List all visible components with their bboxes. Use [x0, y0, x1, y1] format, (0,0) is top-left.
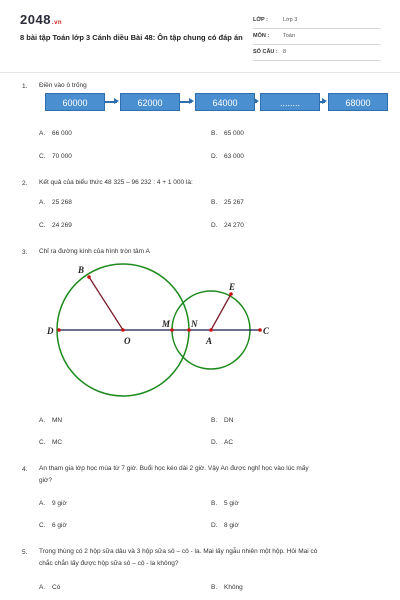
meta-question-count	[253, 46, 381, 61]
option-text: 24 269	[52, 222, 72, 229]
label-a: A	[206, 336, 213, 346]
option-letter: B.	[211, 417, 218, 424]
question-1-number: 1.	[22, 83, 28, 90]
question-4-text-line-1: An tham gia lớp học múa từ 7 giờ. Buổi học kéo dài 2 giờ. Vậy An được nghỉ học vào lúc mấy	[39, 465, 309, 472]
option-text: 5 giờ	[224, 500, 239, 507]
point-c	[258, 328, 262, 332]
option-text: AC	[224, 439, 234, 446]
option-text: MN	[52, 417, 63, 424]
radius-ob	[89, 277, 123, 330]
question-2-number: 2.	[22, 180, 28, 187]
sequence-arrow	[255, 101, 257, 103]
option-text: 25 267	[224, 199, 244, 206]
label-b: B	[78, 265, 85, 275]
sequence-box-5: 68000	[328, 93, 388, 111]
label-m: M	[162, 319, 171, 329]
question-2-option-c[interactable]	[39, 222, 72, 229]
question-5-option-b[interactable]	[211, 584, 243, 591]
meta-grade	[253, 14, 381, 29]
sequence-box-1: 60000	[45, 93, 105, 111]
option-letter: B.	[211, 130, 218, 137]
question-3-option-b[interactable]	[211, 417, 233, 424]
option-text: 25 268	[52, 199, 72, 206]
sequence-box-2: 62000	[120, 93, 180, 111]
option-text: Không	[224, 584, 243, 591]
radius-ae	[211, 294, 231, 330]
meta-value: 8	[283, 49, 287, 55]
point-e	[229, 292, 233, 296]
option-letter: B.	[211, 584, 218, 591]
option-text: 65 000	[224, 130, 244, 137]
option-letter: C.	[39, 522, 46, 529]
sequence-box-3: 64000	[195, 93, 255, 111]
option-letter: D.	[211, 439, 218, 446]
question-4-option-a[interactable]	[39, 500, 67, 507]
option-letter: A.	[39, 584, 46, 591]
point-d	[57, 328, 61, 332]
option-text: 24 270	[224, 222, 244, 229]
label-d: D	[47, 326, 54, 336]
question-5-option-a[interactable]	[39, 584, 60, 591]
option-letter: C.	[39, 439, 46, 446]
question-4-option-d[interactable]	[211, 522, 239, 529]
option-letter: D.	[211, 153, 218, 160]
option-letter: B.	[211, 199, 218, 206]
page-header	[0, 0, 400, 68]
question-2-text: Kết quả của biểu thức 48 325 – 96 232 : 4 + 1 000 là:	[39, 179, 193, 186]
question-1-option-c[interactable]	[39, 153, 72, 160]
sequence-box-blank: ........	[260, 93, 320, 111]
meta-subject	[253, 30, 381, 45]
logo-tld: .vn	[51, 20, 63, 26]
option-text: DN	[224, 417, 234, 424]
logo-text: 2048	[20, 12, 51, 27]
question-2-option-b[interactable]	[211, 199, 244, 206]
question-2-option-a[interactable]	[39, 199, 72, 206]
question-4-number: 4.	[22, 466, 28, 473]
meta-label: SỐ CÂU :	[253, 49, 278, 55]
question-3-number: 3.	[22, 249, 28, 256]
question-2-option-d[interactable]	[211, 222, 244, 229]
circles-figure	[40, 262, 280, 402]
meta-label: LỚP :	[253, 17, 268, 23]
option-letter: A.	[39, 199, 46, 206]
option-text: 70 000	[52, 153, 72, 160]
question-3-option-a[interactable]	[39, 417, 62, 424]
option-letter: D.	[211, 522, 218, 529]
header-divider	[0, 72, 400, 73]
question-4-text-line-2: giờ?	[39, 477, 52, 484]
point-b	[87, 275, 91, 279]
label-n: N	[191, 319, 198, 329]
question-1-option-b[interactable]	[211, 130, 244, 137]
label-c: C	[263, 326, 270, 336]
question-5-text-line-2: chắc chắn lấy được hộp sữa sô – cô - la không?	[39, 560, 179, 567]
site-logo[interactable]	[20, 12, 62, 27]
question-3-option-d[interactable]	[211, 439, 233, 446]
question-5-text-line-1: Trong thùng có 2 hộp sữa dâu và 3 hộp sữa sô – cô - la. Mai lấy ngẫu nhiên một hộp. Hỏi Mai có	[39, 548, 318, 555]
meta-value: Toán	[283, 33, 295, 39]
option-letter: D.	[211, 222, 218, 229]
page-title: 8 bài tập Toán lớp 3 Cánh diều Bài 48: Ôn tập chung có đáp án	[20, 33, 243, 42]
meta-label: MÔN :	[253, 33, 270, 39]
option-text: 63 000	[224, 153, 244, 160]
sequence-arrow	[105, 101, 117, 103]
option-text: MC	[52, 439, 63, 446]
sequence-arrow	[180, 101, 192, 103]
point-m	[170, 328, 174, 332]
option-letter: A.	[39, 130, 46, 137]
question-1-text: Điền vào ô trống	[39, 82, 87, 89]
option-letter: C.	[39, 153, 46, 160]
option-text: 9 giờ	[52, 500, 67, 507]
option-letter: C.	[39, 222, 46, 229]
option-text: 8 giờ	[224, 522, 239, 529]
meta-value: Lớp 3	[283, 17, 298, 23]
option-text: 66 000	[52, 130, 72, 137]
label-o: O	[124, 336, 131, 346]
question-4-option-b[interactable]	[211, 500, 239, 507]
point-o	[121, 328, 125, 332]
option-letter: A.	[39, 417, 46, 424]
option-letter: B.	[211, 500, 218, 507]
question-3-text: Chỉ ra đường kính của hình tròn tâm A	[39, 248, 150, 255]
option-letter: A.	[39, 500, 46, 507]
question-4-option-c[interactable]	[39, 522, 67, 529]
question-5-number: 5.	[22, 549, 28, 556]
sequence-arrow	[320, 101, 325, 103]
option-text: Có	[52, 584, 61, 591]
option-text: 6 giờ	[52, 522, 67, 529]
question-3-option-c[interactable]	[39, 439, 62, 446]
question-1-option-d[interactable]	[211, 153, 244, 160]
point-a	[209, 328, 213, 332]
label-e: E	[229, 282, 236, 292]
question-1-option-a[interactable]	[39, 130, 72, 137]
